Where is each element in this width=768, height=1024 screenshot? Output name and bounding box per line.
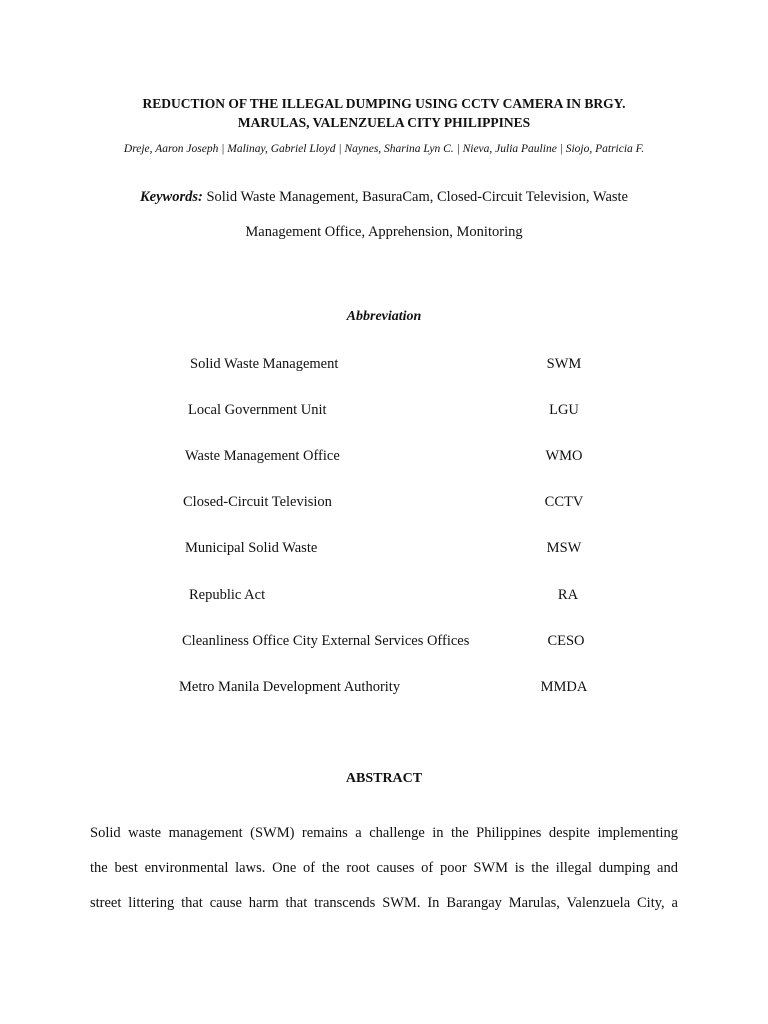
keywords-line-1: Solid Waste Management, BasuraCam, Closed-Circuit Television, Waste (202, 189, 628, 205)
abbreviation-short: LGU (549, 402, 579, 418)
abbreviation-row (0, 448, 768, 468)
abbreviation-term: Metro Manila Development Authority (179, 679, 401, 695)
abbreviation-short: CESO (547, 633, 585, 649)
abstract-heading: ABSTRACT (345, 771, 423, 786)
abstract-line: the best environmental laws. One of the root causes of poor SWM is the illegal dumping and (90, 860, 678, 876)
author-list: Dreje, Aaron Joseph | Malinay, Gabriel Lloyd | Naynes, Sharina Lyn C. | Nieva, Julia Pauline | Siojo, Patricia F. (123, 143, 645, 155)
abbreviation-short: RA (557, 587, 579, 603)
abbreviation-row (0, 494, 768, 514)
paper-title (60, 94, 708, 132)
abbreviation-term: Local Government Unit (188, 402, 327, 418)
abbreviation-row (0, 587, 768, 607)
abbreviation-term: Solid Waste Management (190, 356, 339, 372)
abbreviation-term: Municipal Solid Waste (185, 540, 318, 556)
abbreviation-short: CCTV (544, 494, 584, 510)
abbreviation-heading: Abbreviation (346, 309, 422, 324)
abbreviation-term: Waste Management Office (185, 448, 340, 464)
abbreviation-row (0, 540, 768, 560)
abbreviation-term: Republic Act (189, 587, 266, 603)
paper-title-line-2: MARULAS, VALENZUELA CITY PHILIPPINES (237, 115, 531, 130)
abbreviation-term: Closed-Circuit Television (183, 494, 332, 510)
abbreviation-row (0, 679, 768, 699)
abbreviation-short: SWM (546, 356, 582, 372)
keywords-label: Keywords: (140, 189, 203, 205)
keywords-block (100, 180, 668, 250)
paper-title-line-1: REDUCTION OF THE ILLEGAL DUMPING USING CCTV CAMERA IN BRGY. (142, 96, 626, 111)
abbreviation-short: WMO (545, 448, 583, 464)
abbreviation-short: MSW (546, 540, 582, 556)
abbreviation-row (0, 356, 768, 376)
abstract-line: Solid waste management (SWM) remains a challenge in the Philippines despite implementing (90, 825, 678, 841)
keywords-line-2: Management Office, Apprehension, Monitoring (245, 224, 523, 240)
abstract-body (90, 816, 678, 921)
abbreviation-term: Cleanliness Office City External Services Offices (182, 633, 470, 649)
abbreviation-short: MMDA (540, 679, 588, 695)
abbreviation-row (0, 402, 768, 422)
abstract-line: street littering that cause harm that transcends SWM. In Barangay Marulas, Valenzuela City, a (90, 895, 678, 911)
abbreviation-row (0, 633, 768, 653)
